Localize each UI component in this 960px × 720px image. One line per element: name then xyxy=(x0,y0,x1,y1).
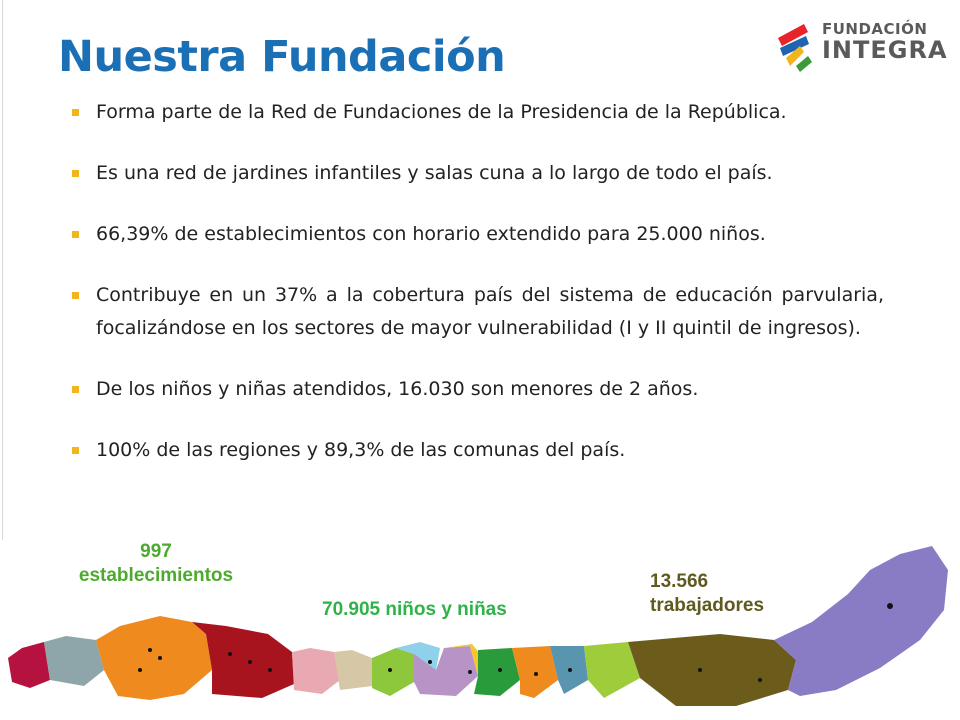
bullet-text: 66,39% de establecimientos con horario extendido para 25.000 niños. xyxy=(96,223,766,245)
stat-trabajadores-value: 13.566 xyxy=(650,571,709,592)
stat-establecimientos-label: establecimientos xyxy=(78,565,234,586)
bullet-text: 100% de las regiones y 89,3% de las comunas del país. xyxy=(96,439,626,461)
bullet-marker-icon xyxy=(72,170,79,177)
bullet-text: Contribuye en un 37% a la cobertura país del sistema de educación parvularia, focalizándose en los sectores de mayor vulnerabilidad (I y II quintil de ingresos). xyxy=(96,284,884,339)
left-rule xyxy=(2,0,3,540)
stat-trabajadores xyxy=(650,570,764,618)
bullet-text: De los niños y niñas atendidos, 16.030 son menores de 2 años. xyxy=(96,378,699,400)
bullet-item xyxy=(72,96,884,129)
bullet-item xyxy=(72,157,884,190)
bullet-marker-icon xyxy=(72,386,79,393)
slide-title: Nuestra Fundación xyxy=(58,32,506,82)
stat-establecimientos-value: 997 xyxy=(140,541,172,562)
bullet-item xyxy=(72,279,884,345)
bullet-marker-icon xyxy=(72,109,79,116)
logo-line-2: INTEGRA xyxy=(822,36,948,64)
bullet-item xyxy=(72,373,884,406)
logo-wordmark xyxy=(822,20,948,64)
stat-trabajadores-label: trabajadores xyxy=(650,595,765,616)
logo-mark-icon xyxy=(774,16,820,76)
bullet-marker-icon xyxy=(72,231,79,238)
bullet-item xyxy=(72,218,884,251)
bullet-marker-icon xyxy=(72,292,79,299)
bullet-item xyxy=(72,434,884,467)
bullet-marker-icon xyxy=(72,447,79,454)
fundacion-integra-logo xyxy=(774,14,948,78)
stat-ninos: 70.905 niños y niñas xyxy=(322,599,507,620)
logo-line-1: FUNDACIÓN xyxy=(822,20,928,38)
chile-regions-map xyxy=(0,530,960,720)
bullet-list xyxy=(72,96,884,495)
stat-establecimientos xyxy=(56,540,256,588)
bullet-text: Forma parte de la Red de Fundaciones de la Presidencia de la República. xyxy=(96,101,787,123)
bullet-text: Es una red de jardines infantiles y salas cuna a lo largo de todo el país. xyxy=(96,162,773,184)
